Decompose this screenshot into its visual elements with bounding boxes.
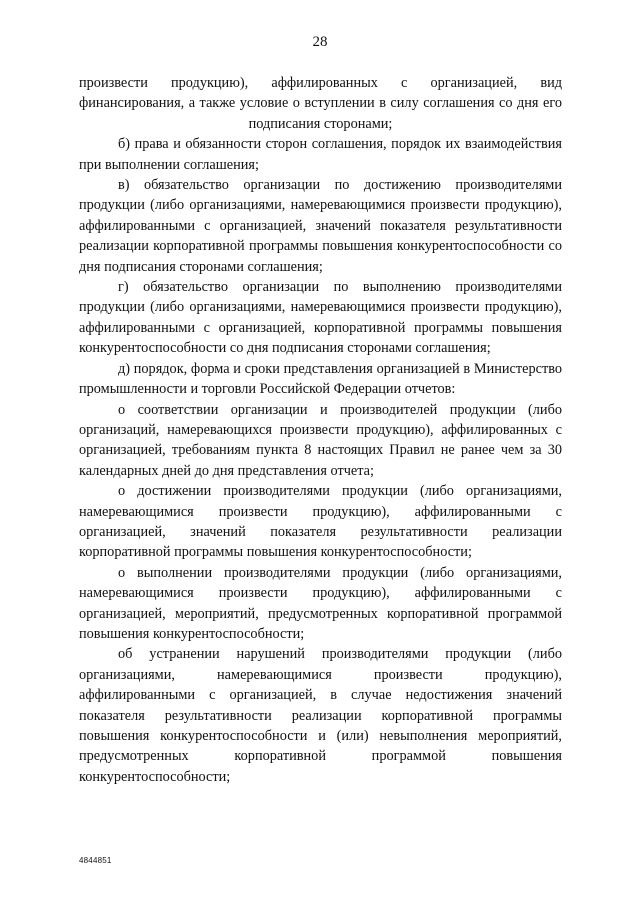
paragraph-continuation: произвести продукцию), аффилированных с организацией, вид финансирования, а также условие о вступлении в силу соглашения со дня его подписания сторонами;	[79, 75, 562, 132]
paragraph-item-d: д) порядок, форма и сроки представления организацией в Министерство промышленности и торговли Российской Федерации отчетов:	[79, 360, 562, 398]
paragraph-item-g: г) обязательство организации по выполнению производителями продукции (либо организациями, намеревающимися произвести продукцию), аффилированными с организацией, корпоративной программы повышения конкурентоспособности со дня подписания сторонами соглашения;	[79, 279, 562, 357]
paragraph-report-execution: о выполнении производителями продукции (либо организациями, намеревающимися произвести продукцию), аффилированными с организацией, мероприятий, предусмотренных корпоративной программой повышения конкурентоспособности;	[79, 564, 562, 642]
paragraph-item-b: б) права и обязанности сторон соглашения, порядок их взаимодействия при выполнении соглашения;	[79, 136, 562, 173]
paragraph-report-remedy: об устранении нарушений производителями продукции (либо организациями, намеревающимися произвести продукцию), аффилированными с организацией, в случае недостижения значений показателя результативности реализации корпоративной программы повышения конкурентоспособности и (или) невыполнения мероприятий, предусмотренных корпоративной программой повышения конкурентоспособности;	[79, 646, 562, 785]
paragraph-item-v: в) обязательство организации по достижению производителями продукции (либо организациями, намеревающимися произвести продукцию), аффилированными с организацией, значений показателя результативности реализации корпоративной программы повышения конкурентоспособности со дня подписания сторонами соглашения;	[79, 177, 562, 275]
document-body	[79, 73, 562, 787]
page-number: 28	[312, 34, 328, 50]
paragraph-report-compliance: о соответствии организации и производителей продукции (либо организаций, намеревающихся произвести продукцию), аффилированных с организацией, требованиям пункта 8 настоящих Правил не ранее чем за 30 календарных дней до дня представления отчета;	[79, 401, 562, 479]
document-code: 4844851	[79, 856, 112, 865]
paragraph-report-achievement: о достижении производителями продукции (либо организациями, намеревающимися произвести продукцию), аффилированными с организацией, значений показателя результативности реализации корпоративной программы повышения конкурентоспособности;	[79, 483, 562, 561]
